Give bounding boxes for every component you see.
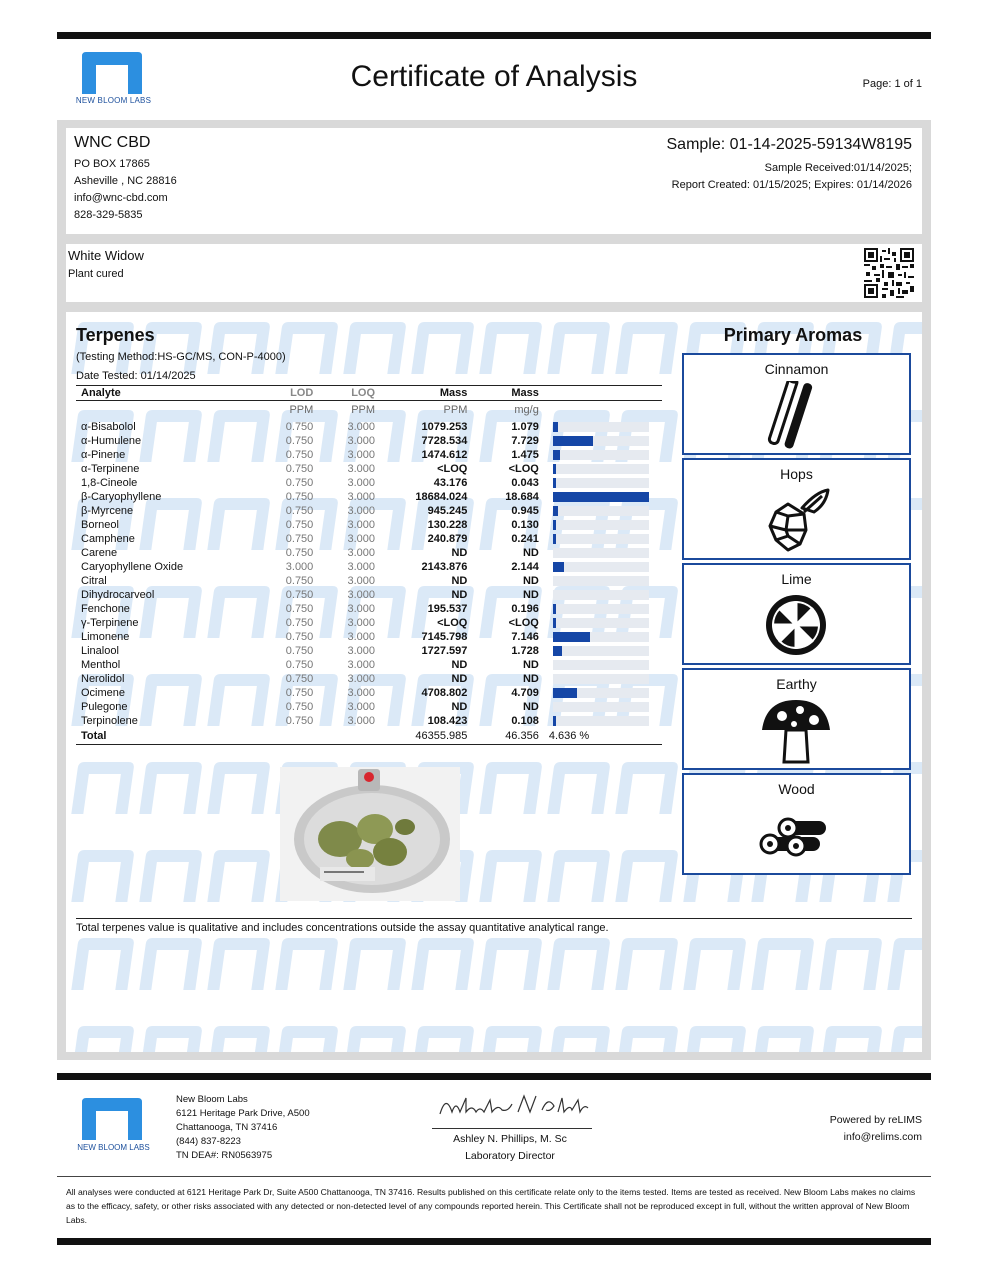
mass-mgg-cell: 1.475 bbox=[511, 449, 539, 461]
mass-ppm-cell: 108.423 bbox=[427, 715, 468, 727]
mass-ppm-cell: ND bbox=[451, 673, 468, 685]
logs-icon bbox=[756, 801, 836, 869]
loq-cell: 3.000 bbox=[347, 631, 376, 643]
loq-cell: 3.000 bbox=[347, 449, 376, 461]
mass-mgg-cell: 7.146 bbox=[511, 631, 539, 643]
level-bar-track bbox=[553, 674, 649, 684]
level-bar-cell bbox=[539, 504, 662, 518]
col-analyte: Analyte bbox=[76, 386, 278, 401]
sample-id: Sample: 01-14-2025-59134W8195 bbox=[666, 136, 912, 153]
level-bar bbox=[553, 464, 556, 474]
analyte-cell: Linalool bbox=[81, 645, 119, 657]
sample-received: Sample Received:01/14/2025; bbox=[764, 162, 912, 174]
level-bar-cell bbox=[539, 672, 662, 686]
signature-line bbox=[432, 1128, 592, 1129]
mass-ppm-cell: 43.176 bbox=[433, 477, 468, 489]
level-bar-track bbox=[553, 646, 649, 656]
product-type: Plant cured bbox=[68, 268, 124, 280]
mass-mgg-cell: ND bbox=[522, 547, 539, 559]
mass-mgg-cell: ND bbox=[522, 673, 539, 685]
level-bar bbox=[553, 688, 577, 698]
lod-cell: 0.750 bbox=[285, 505, 314, 517]
loq-cell: 3.000 bbox=[347, 673, 376, 685]
level-bar-cell bbox=[539, 518, 662, 532]
sample-dates bbox=[672, 160, 912, 194]
mass-mgg-cell: 0.196 bbox=[511, 603, 539, 615]
top-rule bbox=[57, 32, 931, 39]
analyte-cell: Limonene bbox=[81, 631, 130, 643]
analyte-cell: Borneol bbox=[81, 519, 119, 531]
mass-mgg-cell: 4.709 bbox=[511, 687, 539, 699]
mass-ppm-cell: 945.245 bbox=[427, 505, 468, 517]
new-bloom-labs-logo-icon bbox=[80, 1098, 144, 1140]
table-row bbox=[76, 462, 662, 476]
level-bar-cell bbox=[539, 434, 662, 448]
mass-mgg-cell: 1.079 bbox=[511, 421, 539, 433]
col-bar bbox=[539, 386, 662, 401]
analyte-cell: Carene bbox=[81, 547, 118, 559]
lod-cell: 0.750 bbox=[285, 477, 314, 489]
mass-ppm-cell: 18684.024 bbox=[415, 491, 468, 503]
lime-icon bbox=[756, 591, 836, 659]
aroma-name: Hops bbox=[780, 466, 813, 482]
mass-ppm-cell: 1727.597 bbox=[421, 645, 468, 657]
level-bar-track bbox=[553, 464, 649, 474]
lod-cell: 0.750 bbox=[285, 659, 314, 671]
mass-ppm-cell: ND bbox=[451, 547, 468, 559]
lab-line: (844) 837-8223 bbox=[176, 1136, 241, 1147]
mass-ppm-cell: 7728.534 bbox=[421, 435, 468, 447]
mass-ppm-cell: 240.879 bbox=[427, 533, 468, 545]
powered-by-text: Powered by reLIMS bbox=[829, 1114, 922, 1126]
table-row bbox=[76, 616, 662, 630]
date-tested: Date Tested: 01/14/2025 bbox=[76, 370, 196, 382]
page-number: Page: 1 of 1 bbox=[862, 78, 922, 90]
testing-method: (Testing Method:HS-GC/MS, CON-P-4000) bbox=[76, 351, 286, 363]
level-bar-track bbox=[553, 660, 649, 670]
table-row bbox=[76, 588, 662, 602]
mass-mgg-cell: ND bbox=[522, 575, 539, 587]
loq-cell: 3.000 bbox=[347, 687, 376, 699]
total-percent: 4.636 % bbox=[539, 728, 662, 745]
analyte-cell: α-Terpinene bbox=[81, 463, 140, 475]
cinnamon-icon bbox=[756, 381, 836, 449]
analyte-cell: Terpinolene bbox=[81, 715, 138, 727]
level-bar-cell bbox=[539, 714, 662, 728]
product-panel bbox=[66, 244, 922, 302]
level-bar-track bbox=[553, 716, 649, 726]
level-bar-cell bbox=[539, 602, 662, 616]
mass-mgg-cell: ND bbox=[522, 659, 539, 671]
client-line: Asheville , NC 28816 bbox=[74, 175, 177, 187]
client-name: WNC CBD bbox=[74, 134, 151, 151]
mass-ppm-cell: 1474.612 bbox=[421, 449, 468, 461]
lab-address bbox=[176, 1093, 310, 1163]
loq-cell: 3.000 bbox=[347, 659, 376, 671]
level-bar-cell bbox=[539, 644, 662, 658]
powered-by bbox=[830, 1112, 922, 1146]
mass-ppm-cell: <LOQ bbox=[437, 617, 468, 629]
table-row bbox=[76, 686, 662, 700]
mass-mgg-cell: 0.241 bbox=[511, 533, 539, 545]
mass-mgg-cell: <LOQ bbox=[508, 617, 539, 629]
mass-ppm-cell: 195.537 bbox=[427, 603, 468, 615]
aroma-card-cinnamon bbox=[682, 353, 911, 455]
mass-mgg-cell: 18.684 bbox=[505, 491, 539, 503]
level-bar-cell bbox=[539, 616, 662, 630]
level-bar-track bbox=[553, 506, 649, 516]
analyte-cell: Nerolidol bbox=[81, 673, 125, 685]
aroma-card-earthy bbox=[682, 668, 911, 770]
level-bar bbox=[553, 562, 564, 572]
level-bar-track bbox=[553, 534, 649, 544]
loq-cell: 3.000 bbox=[347, 603, 376, 615]
analyte-cell: α-Bisabolol bbox=[81, 421, 136, 433]
loq-cell: 3.000 bbox=[347, 421, 376, 433]
mass-mgg-cell: <LOQ bbox=[508, 463, 539, 475]
level-bar bbox=[553, 618, 556, 628]
table-row bbox=[76, 574, 662, 588]
footer-logo-text: NEW BLOOM LABS bbox=[77, 1143, 150, 1152]
loq-cell: 3.000 bbox=[347, 715, 376, 727]
lod-cell: 0.750 bbox=[285, 701, 314, 713]
loq-cell: 3.000 bbox=[347, 617, 376, 629]
loq-cell: 3.000 bbox=[347, 505, 376, 517]
terpene-table bbox=[76, 385, 662, 745]
hops-icon bbox=[756, 486, 836, 554]
aroma-name: Cinnamon bbox=[764, 361, 829, 377]
mass-ppm-cell: 130.228 bbox=[427, 519, 468, 531]
aroma-card-hops bbox=[682, 458, 911, 560]
table-row bbox=[76, 546, 662, 560]
mass-mgg-cell: 0.945 bbox=[511, 505, 539, 517]
lod-cell: 0.750 bbox=[285, 673, 314, 685]
mass-ppm-cell: ND bbox=[451, 575, 468, 587]
unit-cell: PPM bbox=[443, 404, 468, 416]
signer-title: Laboratory Director bbox=[465, 1150, 555, 1162]
level-bar-track bbox=[553, 632, 649, 642]
level-bar bbox=[553, 520, 556, 530]
disclaimer: All analyses were conducted at 6121 Heritage Park Dr, Suite A500 Chattanooga, TN 37416. Results published on this certificate relate only to the items tested. Items are tested as received. New Bloom Labs makes no claims as to the efficacy, safety, or other risks associated with any detected or non-detected level of any compounds reported herein. This Certificate shall not be reproduced except in full, without the written approval of New Bloom Labs. bbox=[66, 1187, 916, 1225]
level-bar bbox=[553, 478, 556, 488]
header-logo-text: NEW BLOOM LABS bbox=[75, 96, 152, 105]
lod-cell: 0.750 bbox=[285, 533, 314, 545]
mass-mgg-cell: 1.728 bbox=[511, 645, 539, 657]
level-bar-track bbox=[553, 436, 649, 446]
mass-mgg-cell: 0.043 bbox=[511, 477, 539, 489]
mass-mgg-cell: 0.108 bbox=[511, 715, 539, 727]
level-bar bbox=[553, 506, 558, 516]
signer-name: Ashley N. Phillips, M. Sc bbox=[453, 1133, 567, 1145]
analyte-cell: 1,8-Cineole bbox=[81, 477, 138, 489]
level-bar-cell bbox=[539, 700, 662, 714]
level-bar-track bbox=[553, 520, 649, 530]
total-row bbox=[76, 728, 662, 745]
signature bbox=[432, 1090, 592, 1122]
table-row bbox=[76, 700, 662, 714]
loq-cell: 3.000 bbox=[347, 435, 376, 447]
lod-cell: 0.750 bbox=[285, 547, 314, 559]
analyte-cell: γ-Terpinene bbox=[81, 617, 139, 629]
lod-cell: 0.750 bbox=[285, 687, 314, 699]
unit-cell: PPM bbox=[289, 404, 314, 416]
sample-photo bbox=[280, 767, 460, 901]
level-bar-track bbox=[553, 478, 649, 488]
lod-cell: 0.750 bbox=[285, 435, 314, 447]
loq-cell: 3.000 bbox=[347, 463, 376, 475]
table-row bbox=[76, 532, 662, 546]
total-ppm: 46355.985 bbox=[375, 728, 467, 745]
analyte-cell: Menthol bbox=[81, 659, 121, 671]
mass-mgg-cell: ND bbox=[522, 589, 539, 601]
level-bar-cell bbox=[539, 448, 662, 462]
mass-ppm-cell: ND bbox=[451, 589, 468, 601]
product-name: White Widow bbox=[68, 248, 144, 263]
table-row bbox=[76, 434, 662, 448]
level-bar-cell bbox=[539, 546, 662, 560]
page-title: Certificate of Analysis bbox=[350, 60, 638, 93]
mass-mgg-cell: 2.144 bbox=[511, 561, 539, 573]
aroma-name: Lime bbox=[781, 571, 812, 587]
level-bar-cell bbox=[539, 658, 662, 672]
lod-cell: 0.750 bbox=[285, 603, 314, 615]
level-bar-track bbox=[553, 590, 649, 600]
level-bar-track bbox=[553, 702, 649, 712]
terpene-note: Total terpenes value is qualitative and includes concentrations outside the assay quantitative analytical range. bbox=[76, 922, 609, 934]
lod-cell: 0.750 bbox=[285, 519, 314, 531]
mass-ppm-cell: ND bbox=[451, 659, 468, 671]
mass-ppm-cell: ND bbox=[451, 701, 468, 713]
table-row bbox=[76, 420, 662, 434]
analyte-cell: α-Humulene bbox=[81, 435, 142, 447]
table-row bbox=[76, 672, 662, 686]
table-row bbox=[76, 518, 662, 532]
analyte-cell: α-Pinene bbox=[81, 449, 126, 461]
unit-cell bbox=[539, 401, 662, 421]
level-bar bbox=[553, 492, 649, 502]
level-bar bbox=[553, 604, 556, 614]
level-bar-cell bbox=[539, 686, 662, 700]
aroma-name: Earthy bbox=[776, 676, 817, 692]
client-phone: 828-329-5835 bbox=[74, 209, 143, 221]
level-bar bbox=[553, 534, 556, 544]
empty-cell bbox=[278, 728, 313, 745]
level-bar-cell bbox=[539, 490, 662, 504]
table-row bbox=[76, 630, 662, 644]
mass-mgg-cell: 7.729 bbox=[511, 435, 539, 447]
analyte-cell: β-Myrcene bbox=[81, 505, 134, 517]
analyte-cell: Citral bbox=[81, 575, 107, 587]
mass-ppm-cell: <LOQ bbox=[437, 463, 468, 475]
analyte-cell: β-Caryophyllene bbox=[81, 491, 162, 503]
loq-cell: 3.000 bbox=[347, 547, 376, 559]
mass-ppm-cell: 2143.876 bbox=[421, 561, 468, 573]
footer-divider bbox=[57, 1176, 931, 1177]
table-row bbox=[76, 448, 662, 462]
total-mgg: 46.356 bbox=[467, 728, 538, 745]
empty-cell bbox=[313, 728, 375, 745]
mass-ppm-cell: 1079.253 bbox=[421, 421, 468, 433]
lod-cell: 0.750 bbox=[285, 449, 314, 461]
lod-cell: 0.750 bbox=[285, 715, 314, 727]
level-bar-track bbox=[553, 618, 649, 628]
footer-rule-bottom bbox=[57, 1238, 931, 1245]
lod-cell: 0.750 bbox=[285, 631, 314, 643]
aroma-card-wood bbox=[682, 773, 911, 875]
level-bar-cell bbox=[539, 574, 662, 588]
table-row bbox=[76, 504, 662, 518]
aroma-card-lime bbox=[682, 563, 911, 665]
aroma-name: Wood bbox=[778, 781, 815, 797]
level-bar bbox=[553, 436, 593, 446]
loq-cell: 3.000 bbox=[347, 533, 376, 545]
loq-cell: 3.000 bbox=[347, 701, 376, 713]
table-row bbox=[76, 644, 662, 658]
table-row bbox=[76, 658, 662, 672]
table-row bbox=[76, 490, 662, 504]
client-email: info@wnc-cbd.com bbox=[74, 192, 168, 204]
level-bar-cell bbox=[539, 420, 662, 434]
table-row bbox=[76, 602, 662, 616]
mass-ppm-cell: 4708.802 bbox=[421, 687, 468, 699]
level-bar-track bbox=[553, 548, 649, 558]
mass-ppm-cell: 7145.798 bbox=[421, 631, 468, 643]
terpenes-title: Terpenes bbox=[76, 325, 155, 345]
note-divider bbox=[76, 918, 912, 919]
powered-by-email[interactable]: info@relims.com bbox=[843, 1131, 922, 1143]
analyte-cell: Caryophyllene Oxide bbox=[81, 561, 184, 573]
terpene-panel bbox=[66, 312, 922, 1052]
analyte-cell: Camphene bbox=[81, 533, 135, 545]
level-bar-cell bbox=[539, 532, 662, 546]
loq-cell: 3.000 bbox=[347, 561, 376, 573]
footer-rule-top bbox=[57, 1073, 931, 1080]
lab-line: Chattanooga, TN 37416 bbox=[176, 1122, 278, 1133]
qr-code-icon[interactable] bbox=[864, 248, 914, 298]
lab-line: TN DEA#: RN0563975 bbox=[176, 1150, 273, 1161]
analyte-cell: Fenchone bbox=[81, 603, 130, 615]
units-row bbox=[76, 401, 662, 421]
loq-cell: 3.000 bbox=[347, 589, 376, 601]
level-bar bbox=[553, 632, 590, 642]
loq-cell: 3.000 bbox=[347, 491, 376, 503]
loq-cell: 3.000 bbox=[347, 477, 376, 489]
unit-cell: mg/g bbox=[514, 404, 539, 416]
lod-cell: 3.000 bbox=[285, 561, 314, 573]
lod-cell: 0.750 bbox=[285, 645, 314, 657]
client-address bbox=[74, 156, 177, 224]
level-bar-cell bbox=[539, 462, 662, 476]
unit-cell bbox=[76, 401, 278, 421]
table-row bbox=[76, 476, 662, 490]
client-panel bbox=[66, 128, 922, 234]
report-dates: Report Created: 01/15/2025; Expires: 01/14/2026 bbox=[671, 179, 912, 191]
level-bar bbox=[553, 422, 559, 432]
level-bar-cell bbox=[539, 588, 662, 602]
level-bar-track bbox=[553, 688, 649, 698]
level-bar bbox=[553, 646, 562, 656]
mass-mgg-cell: 0.130 bbox=[511, 519, 539, 531]
level-bar-cell bbox=[539, 630, 662, 644]
loq-cell: 3.000 bbox=[347, 575, 376, 587]
col-mass-mgg: Mass bbox=[467, 386, 538, 401]
aromas-title: Primary Aromas bbox=[723, 325, 863, 345]
analyte-cell: Pulegone bbox=[81, 701, 128, 713]
lod-cell: 0.750 bbox=[285, 463, 314, 475]
total-label: Total bbox=[76, 728, 278, 745]
lod-cell: 0.750 bbox=[285, 617, 314, 629]
level-bar-track bbox=[553, 562, 649, 572]
lod-cell: 0.750 bbox=[285, 491, 314, 503]
lod-cell: 0.750 bbox=[285, 575, 314, 587]
lab-line: 6121 Heritage Park Drive, A500 bbox=[176, 1108, 310, 1119]
unit-cell: PPM bbox=[351, 404, 376, 416]
level-bar bbox=[553, 716, 556, 726]
col-mass-ppm: Mass bbox=[375, 386, 467, 401]
level-bar-track bbox=[553, 492, 649, 502]
signer-block bbox=[420, 1131, 600, 1165]
col-lod: LOD bbox=[278, 386, 313, 401]
table-row bbox=[76, 714, 662, 728]
level-bar bbox=[553, 450, 561, 460]
lod-cell: 0.750 bbox=[285, 421, 314, 433]
mushroom-icon bbox=[756, 696, 836, 764]
level-bar-track bbox=[553, 422, 649, 432]
loq-cell: 3.000 bbox=[347, 519, 376, 531]
level-bar-cell bbox=[539, 560, 662, 574]
level-bar-track bbox=[553, 604, 649, 614]
lod-cell: 0.750 bbox=[285, 589, 314, 601]
level-bar-track bbox=[553, 576, 649, 586]
level-bar-track bbox=[553, 450, 649, 460]
level-bar-cell bbox=[539, 476, 662, 490]
analyte-cell: Dihydrocarveol bbox=[81, 589, 155, 601]
client-line: PO BOX 17865 bbox=[74, 158, 150, 170]
col-loq: LOQ bbox=[313, 386, 375, 401]
loq-cell: 3.000 bbox=[347, 645, 376, 657]
analyte-cell: Ocimene bbox=[81, 687, 126, 699]
mass-mgg-cell: ND bbox=[522, 701, 539, 713]
table-row bbox=[76, 560, 662, 574]
lab-line: New Bloom Labs bbox=[176, 1094, 248, 1105]
